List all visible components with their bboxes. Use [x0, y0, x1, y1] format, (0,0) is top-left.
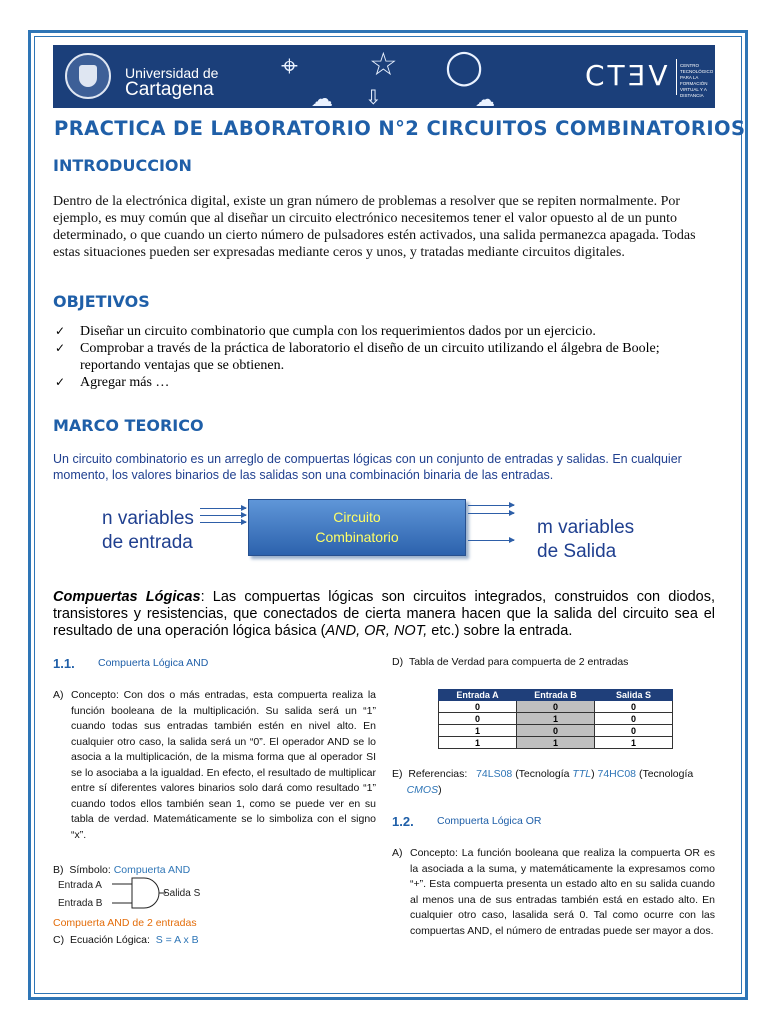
- ctev-subtitle: CENTRO TECNOLÓGICO PARA LA FORMACIÓN VIRTUAL Y A DISTANCIA: [680, 63, 714, 98]
- and-gate-diagram: [56, 876, 216, 910]
- truth-table: [438, 689, 673, 749]
- and-equation-line: C) Ecuación Lógica: S = A x B: [53, 934, 199, 946]
- objectives-list: [55, 323, 715, 391]
- table-row: 0 1 0: [439, 713, 673, 725]
- table-header-row: [439, 690, 673, 701]
- ref-74hc08[interactable]: 74HC08: [597, 768, 637, 780]
- diagram-inputs-label-1: n variables: [102, 508, 194, 529]
- list-item: ✓ Diseñar un circuito combinatorio que cumpla con los requerimientos dados por un ejercicio.: [55, 324, 596, 339]
- and-equation: S = A x B: [155, 934, 199, 946]
- table-row: 0 0 0: [439, 701, 673, 713]
- gate-input-b-label: Entrada B: [58, 898, 103, 909]
- and-concept-text: Concepto: Con dos o más entradas, esta compuerta realiza la función booleana de la multiplicación. Su salida será un “1” cuando todas sus entradas también estén en nivel alto. En cualquier otro caso, la salida será un “0”. El operador AND se lo asocia a la multiplicación, de la misma forma que al operador SI se lo asociaba a la igualdad. En efecto, el resultado de multiplicar entre sí diferentes valores binarios solo dará como resultado “1” cuando todos ellos también sean 1, como se puede ver en su tabla de verdad. Matemáticamente se lo simboliza con el signo “x”.: [71, 689, 376, 841]
- combinational-circuit-box: Circuito Combinatorio: [248, 499, 466, 556]
- objectives-heading: OBJETIVOS: [53, 292, 150, 311]
- university-name-line1: Universidad de: [125, 65, 219, 81]
- or-concept-label: A): [392, 847, 403, 859]
- intro-text: Dentro de la electrónica digital, existe un gran número de problemas a resolver que se repiten normalmente. Por ejemplo, es muy común que al diseñar un circuito electrónico necesitemos tener el valor opuesto al de un punto determinado, o que cuando un cierto número de pulsadores estén activados, una salida permanezca apagada. Todas estas situaciones pueden ser expresadas mediante ceros y unos, y tratadas mediante circuitos digitales.: [53, 194, 696, 260]
- table-row: 1 0 0: [439, 725, 673, 737]
- output-arrow: [468, 540, 514, 541]
- theory-text: Un circuito combinatorio es un arreglo de compuertas lógicas con un conjunto de entradas y salidas. En cualquier momento, los valores binarios de las salidas son una combinación binaria de las entradas.: [53, 452, 682, 482]
- table-header: Salida S: [595, 690, 673, 701]
- and-gate-caption: Compuerta AND de 2 entradas: [53, 917, 197, 929]
- or-concept-text: Concepto: La función booleana que realiza la compuerta OR es la asociada a la suma, y matemáticamente la expresamos como “+”. Esta compuerta presenta un estado alto en su salida cuando al menos una de sus entradas también está en estado alto. En cualquier otro caso, lasalida será 0. Tal como ocurre con las compuertas AND, el número de entradas puede ser mayor a dos.: [410, 847, 715, 937]
- output-arrow: [468, 513, 514, 514]
- chat-bubble-icon: ◯: [445, 47, 484, 87]
- table-row: 1 1 1: [439, 737, 673, 749]
- intro-heading: INTRODUCCION: [53, 156, 192, 175]
- or-section-title: Compuerta Lógica OR: [437, 815, 542, 827]
- ref-74ls08[interactable]: 74LS08: [476, 768, 513, 780]
- and-section-title: Compuerta Lógica AND: [98, 657, 209, 669]
- page-title: PRACTICA DE LABORATORIO N°2 CIRCUITOS COMBINATORIOS: [54, 117, 746, 140]
- table-header: Entrada A: [439, 690, 517, 701]
- and-section-number: 1.1.: [53, 656, 75, 671]
- references-text: E) Referencias: 74LS08 (Tecnología TTL) 74HC08 (Tecnología CMOS): [392, 768, 694, 796]
- list-item: ✓ Agregar más …: [55, 375, 170, 390]
- logic-gates-paragraph: Compuertas Lógicas: Las compuertas lógicas son circuitos integrados, construidos con diodos, transistores y resistencias, que conectados de cierta manera hacen que la salida del circuito sea el resultado de una operación lógica básica (AND, OR, NOT, etc.) sobre la entrada.: [53, 589, 716, 639]
- cloud-icon: ☁: [311, 87, 333, 108]
- or-section-number: 1.2.: [392, 814, 414, 829]
- input-arrow: [200, 515, 246, 516]
- input-arrow: [200, 508, 246, 509]
- university-seal-icon: [65, 53, 111, 99]
- table-header: Entrada B: [517, 690, 595, 701]
- output-arrow: [468, 505, 514, 506]
- input-arrow: [200, 522, 246, 523]
- checkmark-icon: ✓: [55, 375, 66, 389]
- and-gate-icon: [132, 878, 159, 908]
- and-symbol-link[interactable]: Compuerta AND: [113, 864, 191, 876]
- gate-input-a-label: Entrada A: [58, 880, 102, 891]
- and-concept-label: A): [53, 689, 64, 701]
- and-symbol-line: B) Símbolo: Compuerta AND: [53, 864, 191, 876]
- header-banner: [53, 45, 715, 108]
- theory-heading: MARCO TEORICO: [53, 416, 204, 435]
- university-name-line2: Cartagena: [125, 79, 214, 100]
- cloud-icon-2: ☁: [475, 87, 495, 108]
- ctev-divider: [676, 59, 677, 95]
- star-icon: ☆: [369, 45, 398, 83]
- diagram-outputs-label-1: m variables: [537, 517, 635, 538]
- download-arrow-icon: ⇩: [365, 85, 382, 108]
- diagram-inputs-label-2: de entrada: [102, 532, 193, 553]
- checkmark-icon: ✓: [55, 324, 66, 338]
- diagram-outputs-label-2: de Salida: [537, 541, 617, 562]
- list-item: ✓ Comprobar a través de la práctica de laboratorio el diseño de un circuito utilizando el álgebra de Boole; reportando ventajas que se obtienen.: [55, 341, 660, 373]
- location-pin-icon: ⌖: [281, 49, 298, 84]
- truth-table-heading: D) Tabla de Verdad para compuerta de 2 entradas: [392, 656, 629, 668]
- checkmark-icon: ✓: [55, 341, 66, 355]
- ctev-logo: CTƎV: [585, 59, 671, 92]
- gate-output-label: Salida S: [163, 888, 201, 899]
